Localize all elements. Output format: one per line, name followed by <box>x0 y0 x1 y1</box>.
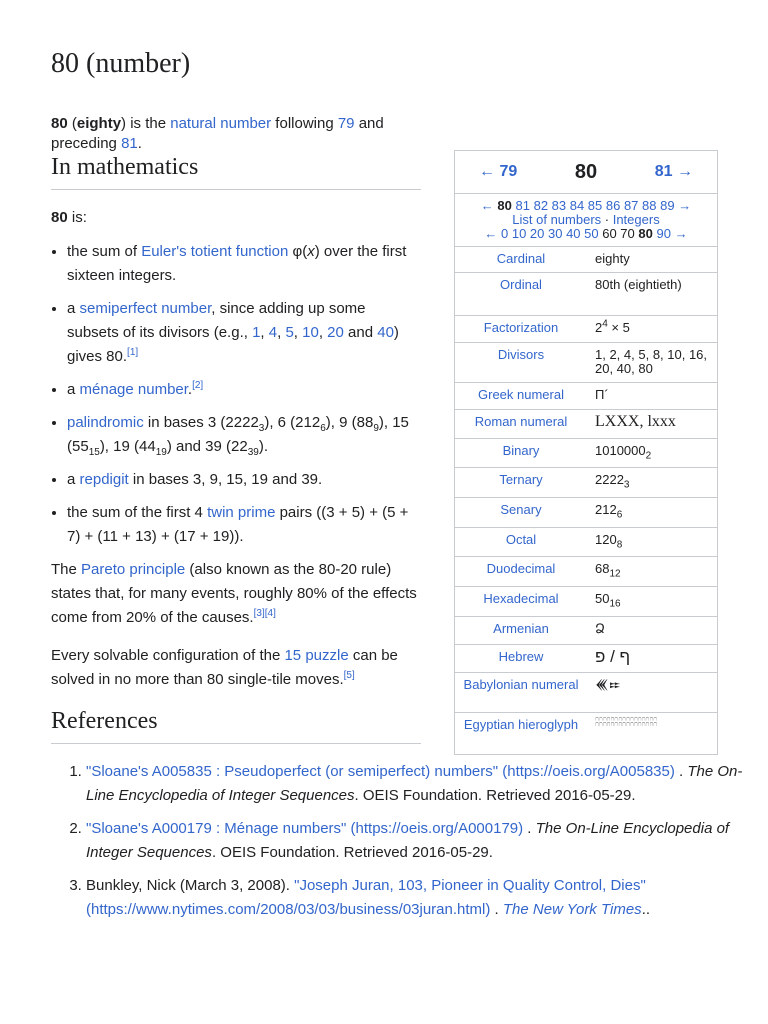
infobox-row-babylonian-numeral: Babylonian numeral 𒌍𒐂 <box>455 673 717 713</box>
reference-link[interactable]: "Sloane's A000179 : Ménage numbers" (https://oeis.org/A000179) <box>86 820 524 837</box>
citation-3[interactable]: [3] <box>253 608 265 619</box>
citation-5[interactable]: [5] <box>343 670 355 681</box>
number-infobox <box>454 150 718 755</box>
mathematics-section <box>51 206 421 692</box>
semiperfect-number-link[interactable]: semiperfect number <box>79 300 212 317</box>
infobox-row-ternary: Ternary $2222_3$ <box>455 468 717 498</box>
integers-link[interactable]: Integers <box>612 212 660 227</box>
reference-item: 3. Bunkley, Nick (March 3, 2008). "Joseph Juran, 103, Pioneer in Quality Control, Dies" (https://www.nytimes.com/2008/03/03/business/03juran.html) . The New York Times.. <box>86 874 746 922</box>
next-number-link[interactable]: 81 → <box>654 163 693 180</box>
infobox-row-duodecimal: Duodecimal $68_{12}$ <box>455 557 717 587</box>
menage-number-link[interactable]: ménage number <box>79 381 188 398</box>
section-heading-mathematics: In mathematics <box>51 154 421 190</box>
infobox-row-hexadecimal: Hexadecimal $50_{16}$ <box>455 587 717 617</box>
list-item: • the sum of Euler's totient function φ(x) over the first sixteen integers. <box>67 240 421 288</box>
infobox-row-binary: Binary $1010000_2$ <box>455 439 717 468</box>
infobox-row-factorization: Factorization $2^4 \times 5$ <box>455 316 717 343</box>
palindromic-link[interactable]: palindromic <box>67 414 144 431</box>
reference-item: 1. "Sloane's A005835 : Pseudoperfect (or semiperfect) numbers" (https://oeis.org/A005835) . The On-Line Encyclopedia of Integer Sequences. OEIS Foundation. Retrieved 2016-05-29. <box>86 760 746 808</box>
divisor-link-20[interactable]: 20 <box>327 324 344 341</box>
math-properties-list <box>51 240 421 549</box>
page-title: 80 (number) <box>51 48 191 79</box>
math-lead: 80 is: <box>51 209 87 226</box>
puzzle-paragraph: Every solvable configuration of the 15 puzzle can be solved in no more than 80 single-tile moves.[5] <box>51 647 398 688</box>
references-list <box>51 760 746 931</box>
divisor-link-5[interactable]: 5 <box>285 324 294 341</box>
nav-left-arrow[interactable]: ← <box>484 226 498 241</box>
citation-2[interactable]: [2] <box>192 380 204 391</box>
nav-link-90[interactable]: 90 <box>656 226 671 241</box>
nav-left-arrow[interactable]: ← <box>480 198 494 213</box>
infobox-row-armenian: Armenian Ձ <box>455 617 717 645</box>
divisor-link-10[interactable]: 10 <box>302 324 319 341</box>
divisor-link-40[interactable]: 40 <box>377 324 394 341</box>
list-of-numbers-link[interactable]: List of numbers <box>512 212 602 227</box>
divisor-link-4[interactable]: 4 <box>268 324 278 341</box>
nav-number-links[interactable]: 81 82 83 84 85 86 87 88 89 <box>515 198 675 213</box>
infobox-row-divisors: Divisors 1, 2, 4, 5, 8, 10, 16, 20, 40, 80 <box>455 343 717 383</box>
link-79[interactable]: 79 <box>337 115 355 132</box>
infobox-row-greek-numeral: Greek numeral Π´ <box>455 383 717 410</box>
list-item: • the sum of the first 4 twin prime pairs ((3 + 5) + (5 + 7) + (11 + 13) + (17 + 19)). <box>67 501 421 549</box>
list-item: • palindromic in bases 3 $(2222_3)$, 6 $(212_6)$, 9 $(88_9)$, 15 $(55_{15})$, 19 $(44_{19})$ and 39 $(22_{39})$. <box>67 411 421 459</box>
infobox-row-egyptian-hieroglyph: Egyptian hieroglyph 𓎉𓎉𓎉𓎉𓎉𓎉𓎉𓎉 <box>463 717 658 732</box>
infobox-row-roman-numeral: Roman numeral LXXX, lxxx <box>455 410 717 439</box>
list-item: • a ménage number.[2] <box>67 378 421 402</box>
list-item: • a repdigit in bases 3, 9, 15, 19 and 39. <box>67 468 421 492</box>
infobox-row-hebrew: Hebrew ף / פ <box>455 645 717 673</box>
twin-prime-link[interactable]: twin prime <box>207 504 276 521</box>
nav-right-arrow[interactable]: → <box>674 226 688 241</box>
infobox-header <box>455 151 717 194</box>
natural-number-link[interactable]: natural number <box>170 115 272 132</box>
reference-item: 2. "Sloane's A000179 : Ménage numbers" (https://oeis.org/A000179) . The On-Line Encyclopedia of Integer Sequences. OEIS Foundation. Retrieved 2016-05-29. <box>86 817 746 865</box>
section-heading-references: References <box>51 708 421 744</box>
reference-link[interactable]: "Joseph Juran, 103, Pioneer in Quality Control, Dies" (https://www.nytimes.com/2008/03/03/business/03juran.html) <box>86 877 646 918</box>
15-puzzle-link[interactable]: 15 puzzle <box>284 647 349 664</box>
infobox-row-cardinal: Cardinal eighty <box>455 247 717 273</box>
link-81[interactable]: 81 <box>121 135 138 152</box>
infobox-row-senary: Senary $212_6$ <box>455 498 717 528</box>
infobox-title: 80 <box>574 160 598 183</box>
divisor-link-1[interactable]: 1 <box>252 324 261 341</box>
repdigit-link[interactable]: repdigit <box>79 471 129 488</box>
nav-tens-links[interactable]: 0 10 20 30 40 50 <box>501 226 599 241</box>
citation-1[interactable]: [1] <box>127 347 139 358</box>
infobox-navigation: ← 80 81 82 83 84 85 86 87 88 89 → List of numbers · Integers ← 0 10 20 30 40 50 60 70 80 90 → <box>455 194 717 247</box>
infobox-row-ordinal: Ordinal 80th (eightieth) <box>455 273 717 316</box>
infobox-row-octal: Octal $120_8$ <box>455 528 717 557</box>
list-item: • a semiperfect number, since adding up some subsets of its divisors (e.g., 1, 4, 5, 10, 20 and 40) gives 80.[1] <box>67 297 421 369</box>
intro-paragraph: 80 (eighty) is the natural number following 79 and preceding 81. <box>51 115 384 152</box>
citation-4[interactable]: [4] <box>264 608 276 619</box>
nav-right-arrow[interactable]: → <box>678 198 692 213</box>
reference-link[interactable]: "Sloane's A005835 : Pseudoperfect (or semiperfect) numbers" (https://oeis.org/A005835) <box>86 763 675 780</box>
pareto-paragraph: The Pareto principle (also known as the 80-20 rule) states that, for many events, roughly 80% of the effects come from 20% of the causes.[3][4] <box>51 561 417 626</box>
pareto-principle-link[interactable]: Pareto principle <box>81 561 186 578</box>
previous-number-link[interactable]: ← 79 <box>479 163 518 180</box>
euler-totient-link[interactable]: Euler's totient function <box>141 243 289 260</box>
